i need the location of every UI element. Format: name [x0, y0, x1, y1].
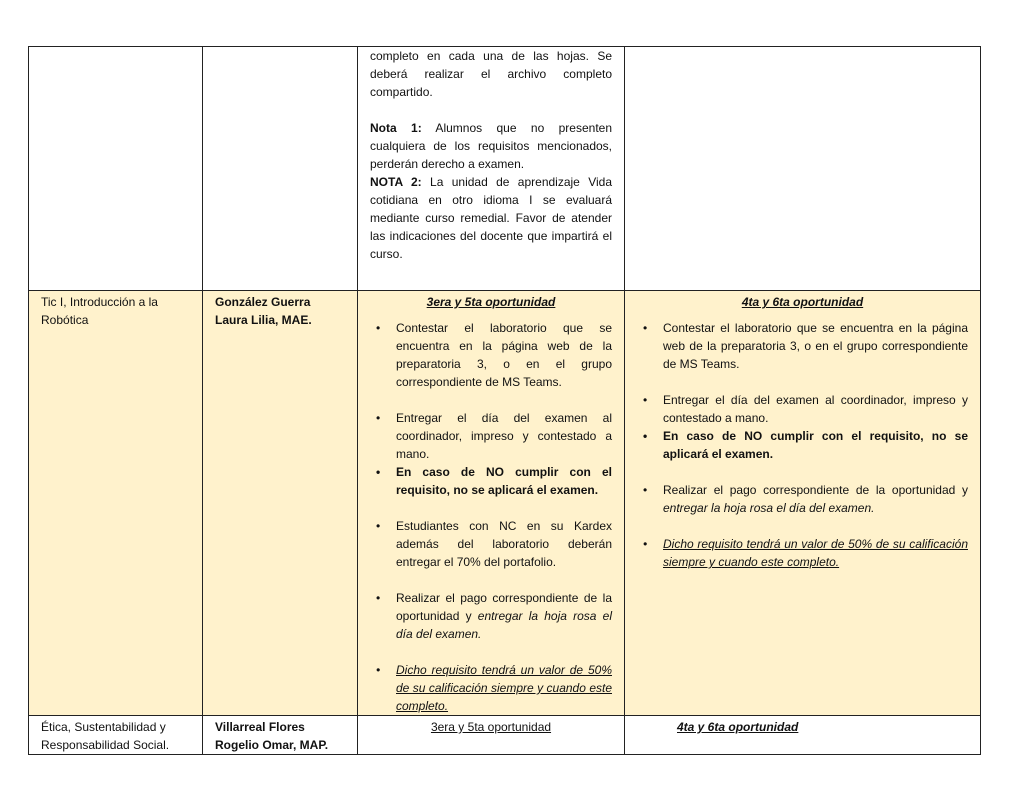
- teacher-name: González Guerra Laura Lilia, MAE.: [215, 295, 312, 327]
- list-item: • Dicho requisito tendrá un valor de 50% de su calificación siempre y cuando este completo.: [396, 661, 612, 715]
- list-item: [663, 481, 968, 517]
- note-2-label: NOTA 2:: [370, 175, 422, 189]
- list-item: • Dicho requisito tendrá un valor de 50% de su calificación siempre y cuando este completo.: [663, 535, 968, 571]
- note-1-text: Alumnos que no presenten cualquiera de los requisitos mencionados, perderán derecho a examen.: [370, 121, 612, 171]
- note-1: [370, 119, 612, 173]
- requirements-cell-empty: [625, 47, 981, 291]
- list-item: • Contestar el laboratorio que se encuentra en la página web de la preparatoria 3, o en el grupo correspondiente de MS Teams.: [396, 319, 612, 391]
- opportunity-heading: 4ta y 6ta oportunidad: [741, 295, 864, 309]
- table-row-tic: [29, 291, 981, 716]
- list-item: • Entregar el día del examen al coordinador, impreso y contestado a mano.: [396, 409, 612, 463]
- subject-cell: [29, 291, 203, 716]
- table-row-continued: [29, 47, 981, 291]
- list-item: • En caso de NO cumplir con el requisito, no se aplicará el examen.: [663, 427, 968, 463]
- subject-cell: [29, 716, 203, 755]
- opportunity-3-5-cell: [358, 291, 625, 716]
- opportunity-heading: 4ta y 6ta oportunidad: [677, 720, 799, 734]
- subject-name: Ética, Sustentabilidad y Responsabilidad Social.: [41, 720, 170, 752]
- opportunity-4-6-cell: [625, 716, 981, 755]
- continued-text: completo en cada una de las hojas. Se deberá realizar el archivo completo compartido.: [370, 49, 612, 99]
- opportunity-heading: 3era y 5ta oportunidad: [426, 295, 556, 309]
- list-item: • Entregar el día del examen al coordinador, impreso y contestado a mano.: [663, 391, 968, 427]
- opportunity-heading: 3era y 5ta oportunidad: [430, 720, 552, 734]
- list-item: • Contestar el laboratorio que se encuentra en la página web de la preparatoria 3, o en el grupo correspondiente de MS Teams.: [663, 319, 968, 373]
- list-item-italic: entregar la hoja rosa el día del examen.: [663, 501, 875, 515]
- teacher-cell: [203, 291, 358, 716]
- list-item-text: Realizar el pago correspondiente de la oportunidad y: [396, 591, 612, 623]
- opportunity-3-5-cell: [358, 716, 625, 755]
- requirements-table: [28, 46, 981, 755]
- note-2-text: La unidad de aprendizaje Vida cotidiana en otro idioma I se evaluará mediante curso remedial. Favor de atender las indicaciones del docente que impartirá el curso.: [370, 175, 612, 261]
- note-1-label: Nota 1:: [370, 121, 422, 135]
- requirements-cell: [358, 47, 625, 291]
- note-2: [370, 173, 612, 263]
- table-row-etica: [29, 716, 981, 755]
- list-item: • En caso de NO cumplir con el requisito, no se aplicará el examen.: [396, 463, 612, 499]
- subject-cell-empty: [29, 47, 203, 291]
- teacher-cell: [203, 716, 358, 755]
- list-item: • Estudiantes con NC en su Kardex además del laboratorio deberán entregar el 70% del portafolio.: [396, 517, 612, 571]
- subject-name: Tic I, Introducción a la Robótica: [41, 295, 158, 327]
- list-item-text: Realizar el pago correspondiente de la oportunidad y: [663, 483, 968, 497]
- list-item-italic: entregar la hoja rosa el día del examen.: [396, 609, 612, 641]
- teacher-cell-empty: [203, 47, 358, 291]
- list-item: [396, 589, 612, 643]
- opportunity-4-6-cell: [625, 291, 981, 716]
- teacher-name: Villarreal Flores Rogelio Omar, MAP.: [215, 720, 329, 752]
